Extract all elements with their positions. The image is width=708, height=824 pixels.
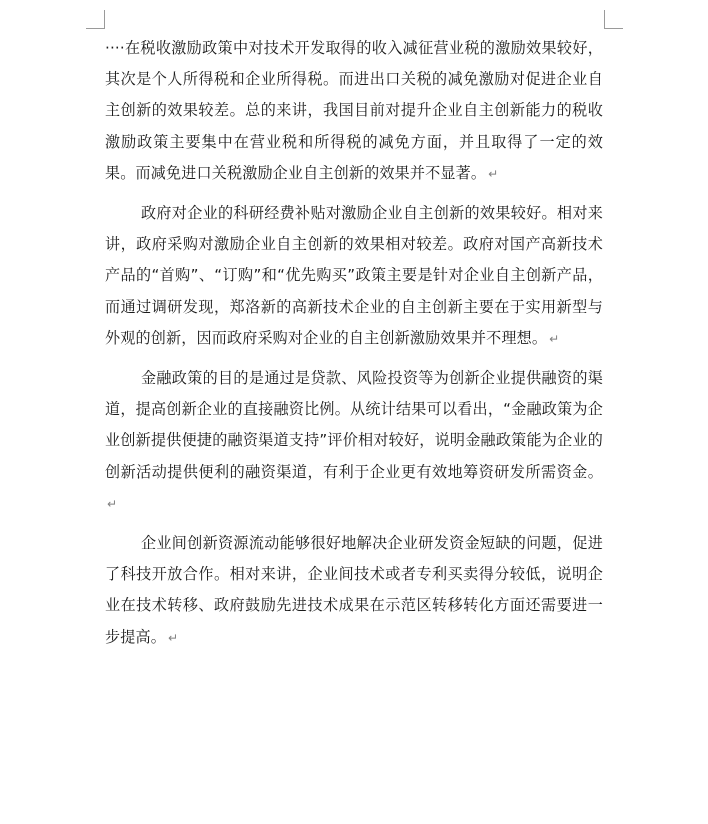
paragraph-mark-icon: ↵ — [167, 630, 179, 645]
paragraph-text: 企业间创新资源流动能够很好地解决企业研发资金短缺的问题，促进了科技开放合作。相对来讲，企业间技术或者专利买卖得分较低，说明企业在技术转移、政府鼓励先进技术成果在示范区转移转化方面还需要进一步提高。 — [105, 534, 603, 646]
paragraph-mark-icon: ↵ — [488, 166, 499, 181]
paragraph-tax-incentives[interactable] — [105, 33, 603, 190]
paragraph-mark-icon: ↵ — [107, 496, 118, 511]
paragraph-financial-policy[interactable] — [105, 363, 603, 520]
paragraph-text: 金融政策的目的是通过是贷款、风险投资等为创新企业提供融资的渠道，提高创新企业的直接融资比例。从统计结果可以看出，“金融政策为企业创新提供便捷的融资渠道支持”评价相对较好，说明金融政策能为企业的创新活动提供便利的融资渠道，有利于企业更有效地筹资研发所需资金。 — [105, 369, 603, 481]
paragraph-text: ····在税收激励政策中对技术开发取得的收入减征营业税的激励效果较好，其次是个人所得税和企业所得税。而进出口关税的减免激励对促进企业自主创新的效果较差。总的来讲，我国目前对提升企业自主创新能力的税收激励政策主要集中在营业税和所得税的减免方面，并且取得了一定的效果。而减免进口关税激励企业自主创新的效果并不显著。 — [105, 39, 603, 182]
document-body[interactable] — [105, 33, 603, 662]
paragraph-text: 政府对企业的科研经费补贴对激励企业自主创新的效果较好。相对来讲，政府采购对激励企业自主创新的效果相对较差。政府对国产高新技术产品的“首购”、“订购”和“优先购买”政策主要是针对企业自主创新产品，而通过调研发现，郑洛新的高新技术企业的自主创新主要在于实用新型与外观的创新，因而政府采购对企业的自主创新激励效果并不理想。 — [105, 204, 603, 347]
top-right-margin-corner-mark — [604, 10, 623, 29]
paragraph-mark-icon: ↵ — [549, 331, 560, 346]
paragraph-resource-flow[interactable] — [105, 528, 603, 654]
paragraph-government-subsidy[interactable] — [105, 198, 603, 355]
top-left-margin-corner-mark — [86, 10, 105, 29]
